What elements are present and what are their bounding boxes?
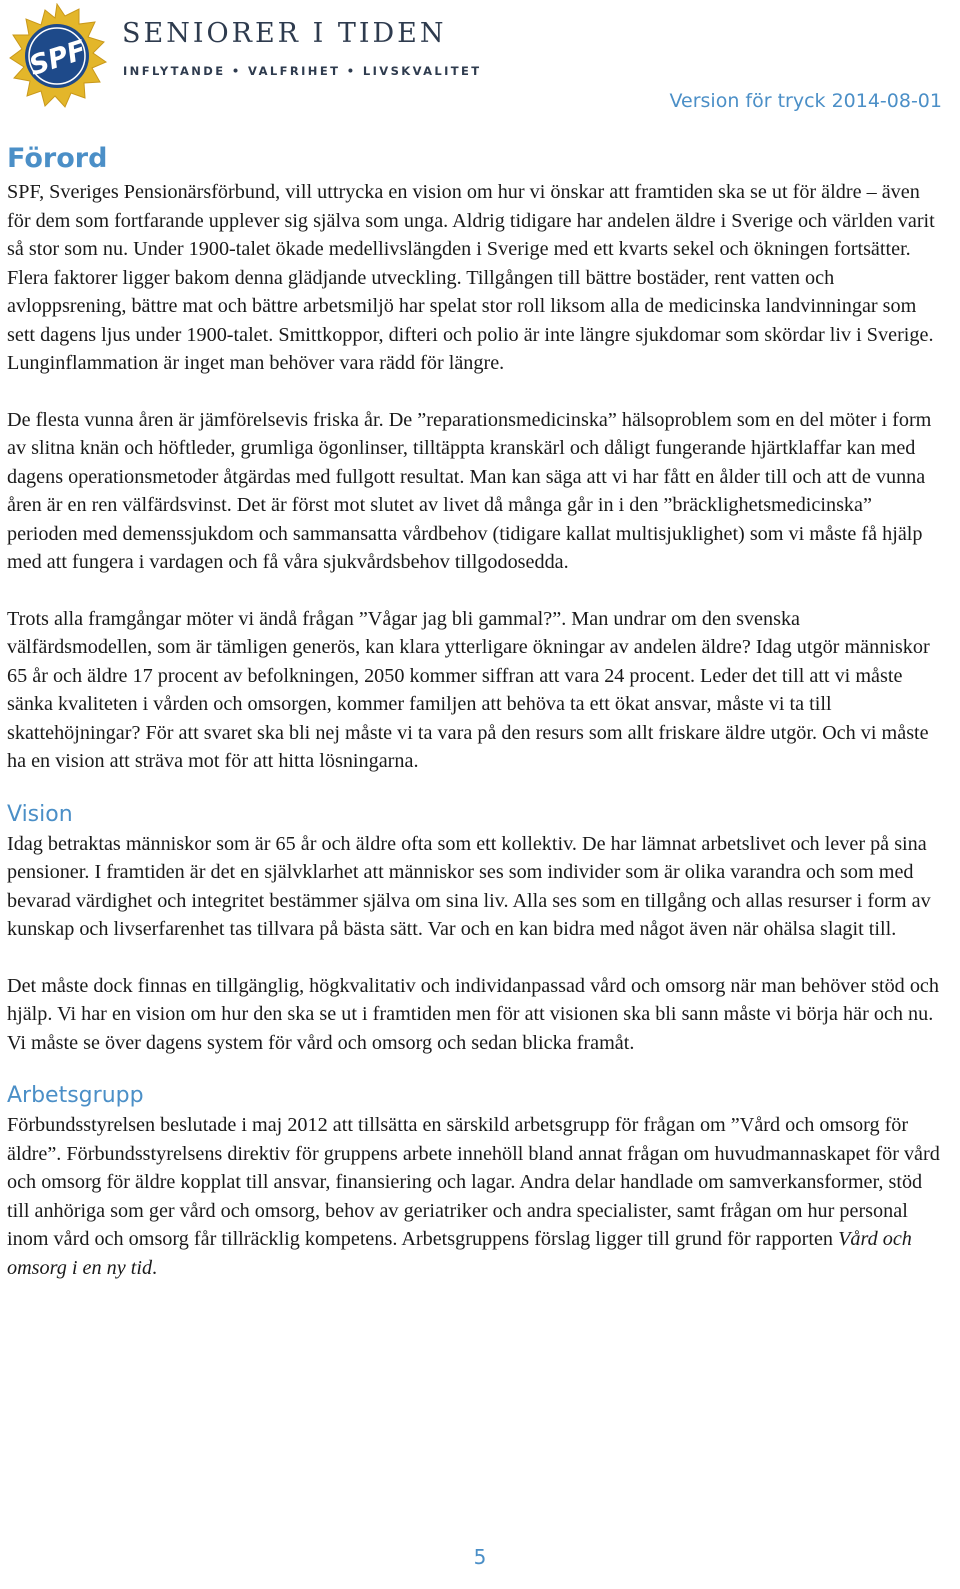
section-forord xyxy=(7,140,947,776)
spf-logo-icon xyxy=(4,3,110,113)
section-arbetsgrupp xyxy=(7,1081,947,1282)
report-title: Vård och omsorg i en ny tid xyxy=(7,1228,912,1279)
page-number: 5 xyxy=(473,1545,487,1569)
paragraph-arbetsgrupp xyxy=(7,1111,947,1282)
paragraph-arbetsgrupp-end: . xyxy=(152,1256,158,1279)
brand-tagline: INFLYTANDE • VALFRIHET • LIVSKVALITET xyxy=(123,64,482,78)
paragraph-forord-3: Trots alla framgångar möter vi ändå frågan ”Vågar jag bli gammal?”. Man undrar om den svenska välfärdsmodellen, som är tämligen generös, kan klara ytterligare ökningar av andelen äldre? Idag utgör människor 65 år och äldre 17 procent av befolkningen, 2050 kommer siffran att vara 24 procent. Leder det till att vi måste sänka kvaliteten i vården och omsorgen, kommer familjen att behöva ta ett ökat ansvar, måste vi ta till skattehöjningar? För att svaret ska bli nej måste vi ta vara på den resurs som allt friskare äldre utgör. Och vi måste ha en vision att sträva mot för att hitta lösningarna. xyxy=(7,607,930,772)
paragraph-vision-2: Det måste dock finnas en tillgänglig, högkvalitativ och individanpassad vård och omsorg när man behöver stöd och hjälp. Vi har en vision om hur den ska se ut i framtiden men för att visionen ska bli sann måste vi börja här och nu. Vi måste se över dagens system för vård och omsorg och sedan blicka framåt. xyxy=(7,974,939,1054)
logo-text: SPF xyxy=(25,34,90,83)
paragraph-arbetsgrupp-text: Förbundsstyrelsen beslutade i maj 2012 att tillsätta en särskild arbetsgrupp för frågan om ”Vård och omsorg för äldre”. Förbundsstyrelsens direktiv för gruppens arbete innehöll bland annat frågan om huvudmannaskapet för vård och omsorg för äldre kopplat till ansvar, finansiering och lagar. Andra delar handlade om samverkansformer, stöd till anhöriga som ger vård och omsorg, behov av geriatriker och andra specialister, samt frågan om hur personal inom vård och omsorg får tillräcklig kompetens. Arbetsgruppens förslag ligger till grund för rapporten xyxy=(7,1114,940,1250)
print-version-label: Version för tryck 2014-08-01 xyxy=(669,90,942,112)
section-vision xyxy=(7,800,947,1058)
heading-forord: Förord xyxy=(7,143,108,174)
paragraph-vision-1: Idag betraktas människor som är 65 år och äldre ofta som ett kollektiv. De har lämnat arbetslivet och lever på sina pensioner. I framtiden är det en självklarhet att människor ses som individer som är olika varandra och som med bevarad värdighet och integritet bestämmer själva om sina liv. Alla ses som en tillgång och allas resurser i form av kunskap och livserfarenhet tas tillvara på bästa sätt. Var och en kan bidra med något även när ohälsa slagit till. xyxy=(7,832,931,940)
paragraph-forord-2: De flesta vunna åren är jämförelsevis friska år. De ”reparationsmedicinska” hälsoproblem som en del möter i form av slitna knän och höftleder, grumliga ögonlinser, tilltäppta kranskärl och dåligt fungerande hjärtklaffar kan med dagens operationsmetoder åtgärdas med fullgott resultat. Man kan säga att vi har fått en ålder till och att de vunna åren är en ren välfärdsvinst. Det är först mot slutet av livet då många går in i den ”bräcklighetsmedicinska” perioden med demenssjukdom och sammansatta vårdbehov (tidigare kallat multisjuklighet) som vi måste få hjälp med att fungera i vardagen och få våra sjukvårdsbehov tillgodosedda. xyxy=(7,408,932,573)
heading-arbetsgrupp: Arbetsgrupp xyxy=(7,1083,144,1108)
brand-title: SENIORER I TIDEN xyxy=(122,18,447,49)
paragraph-forord-1: SPF, Sveriges Pensionärsförbund, vill uttrycka en vision om hur vi önskar att framtiden ska se ut för äldre – även för dem som fortfarande upplever sig själva som unga. Aldrig tidigare har andelen äldre i Sverige och världen varit så stor som nu. Under 1900-talet ökade medellivslängden i Sverige med ett kvarts sekel och ökningen fortsätter. Flera faktorer ligger bakom denna glädjande utveckling. Tillgången till bättre bostäder, rent vatten och avloppsrening, bättre mat och bättre arbetsmiljö har spelat stor roll liksom alla de medicinska landvinningar som sett dagens ljus under 1900-talet. Smittkoppor, difteri och polio är inte längre sjukdomar som skördar liv i Sverige. Lunginflammation är inget man behöver vara rädd för längre. xyxy=(7,181,935,374)
heading-vision: Vision xyxy=(7,801,73,827)
document-body xyxy=(7,140,947,1282)
page-header xyxy=(0,0,960,120)
